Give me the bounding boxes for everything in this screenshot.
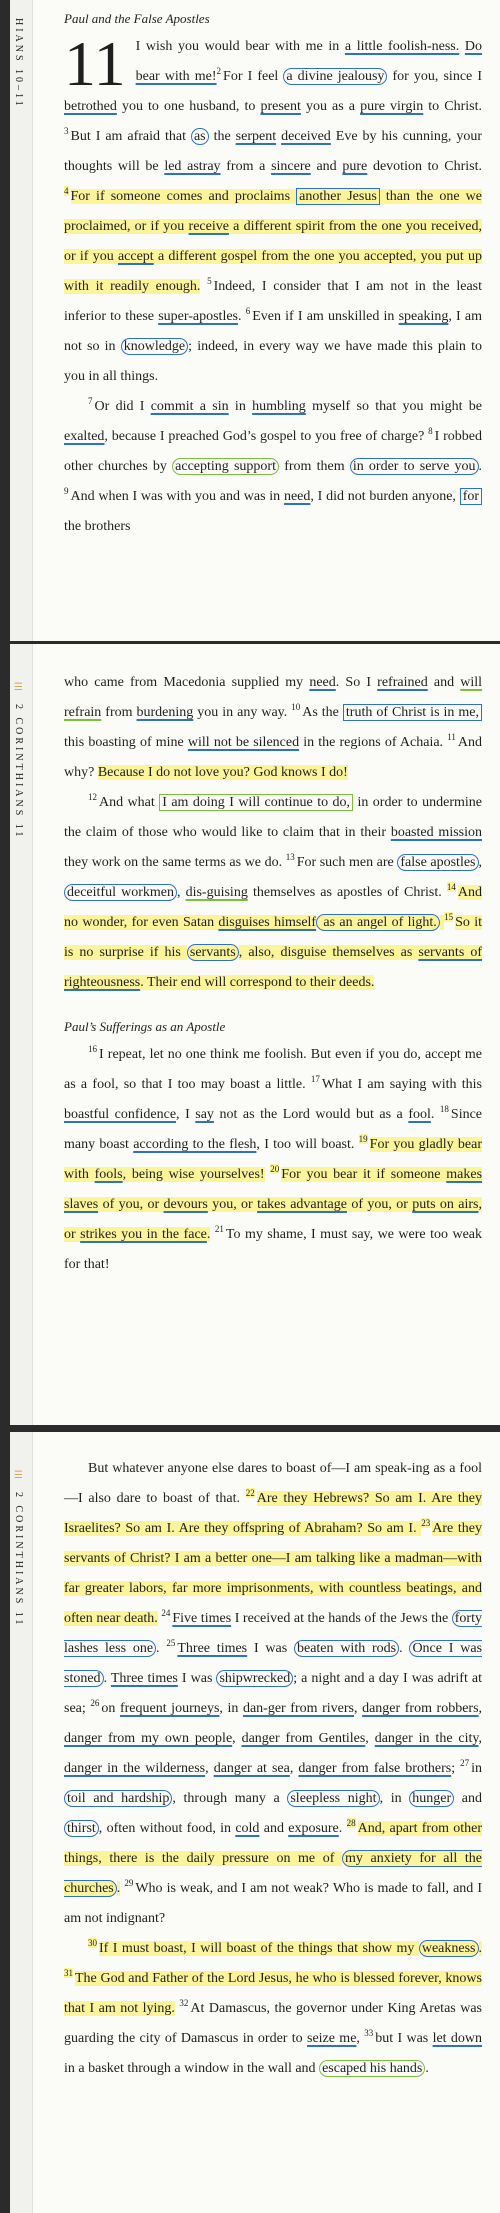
underlined-annotation: Do bear with me! [135,39,483,84]
highlighted-text: For you bear it if someone [281,1167,447,1182]
text-run: , [356,2031,365,2046]
text-run: , [365,1731,375,1746]
verse-number: 29 [124,1878,134,1889]
page-1-content [64,8,482,542]
text-run: Even if I am unskilled in [252,309,399,324]
circled-annotation: in order to serve you [350,458,479,475]
verse-number: 14 [446,882,456,893]
text-run: from [101,705,137,720]
underlined-annotation: need [283,489,311,504]
underlined-annotation: danger from robbers [362,1701,479,1716]
highlighted-text: you, or [207,1197,258,1212]
running-header [10,0,33,641]
underlined-annotation: will not be silenced [187,735,300,750]
text-run: And when I was with you and was in [70,489,284,504]
highlighted-text: , or [64,1197,483,1242]
underlined-annotation: puts on airs [412,1197,479,1212]
underlined-annotation: serpent [235,129,277,144]
text-run: , [478,1731,483,1746]
verse-number: 4 [64,186,69,197]
text-run: Since many boast [64,1107,483,1152]
chapter-number: 11 [64,28,126,99]
underlined-annotation: sincere [271,159,311,174]
section-heading: Paul’s Sufferings as an Apostle [64,1019,226,1034]
text-run: For such men are [296,855,398,870]
text-run: , [289,1761,299,1776]
text-run: Who is weak, and I am not weak? Who is made to fall, and I am not indignant? [64,1881,483,1926]
underlined-annotation: boasted mission [390,825,482,840]
text-run: . [478,459,482,474]
highlighted-text: from the one you accepted, you put up with it readily enough. [64,249,482,294]
text-run: , in [219,1701,243,1716]
verse-number: 7 [88,396,93,407]
highlighted-text: of you, or [98,1197,164,1212]
running-header [10,644,33,1425]
underlined-annotation: devours [163,1197,208,1212]
text-run: in [228,399,253,414]
underlined-annotation: will refrain [64,675,483,720]
circled-annotation: servants [187,944,239,961]
text-run: they work on the same terms as we do. [64,855,286,870]
text-run: for you, since I [387,69,482,84]
text-run: and [454,1791,483,1806]
verse-number: 6 [245,306,251,317]
text-run: I was [247,1641,294,1656]
paragraph [64,668,482,788]
highlighted-text: Are they Hebrews? So am I. Are they Israelites? So am I. Are they offspring of Abraham? So am I. [64,1491,482,1536]
text-run: . [399,1641,410,1656]
text-run: and [259,1821,289,1836]
underlined-annotation: super-apostles [158,309,238,324]
underlined-annotation: exalted [64,429,105,444]
circled-annotation: as an angel of light. [316,914,440,931]
text-run: , through many a [172,1791,288,1806]
paragraph [64,392,482,542]
verse-number: 12 [88,792,97,803]
underlined-annotation: danger in the wilderness [64,1761,206,1776]
underlined-annotation: disguises himself [218,915,317,930]
underlined-annotation: dis-guising [185,885,248,900]
text-run: I was [177,1671,217,1686]
page-1 [10,0,500,641]
text-run: Indeed, I consider that I am not in the least inferior to these [64,279,482,324]
underlined-annotation: led astray [164,159,221,174]
underlined-annotation: receive [188,219,229,234]
text-run: from them [278,459,350,474]
underlined-annotation: strikes you in the face [80,1227,207,1242]
text-run: , in [379,1791,410,1806]
text-run: , [205,1761,214,1776]
text-run: devotion to Christ. [367,159,482,174]
underlined-annotation: makes slaves [64,1167,483,1212]
underlined-annotation: commit a sin [150,399,229,414]
running-header-text: 2 CORINTHIANS 11 [13,704,24,840]
highlighted-text: from the one you received, or if you [64,219,482,264]
text-run: At Damascus, the governor under King Aretas was guarding the city of Damascus in order to [64,2001,482,2046]
text-run: . [103,1671,111,1686]
text-run: , [176,885,186,900]
verse-number: 21 [214,1224,224,1235]
circled-annotation: hunger [409,1790,454,1807]
text-run: this boasting of mine [64,735,188,750]
text-run: . [338,1821,347,1836]
text-run: to Christ. [423,99,482,114]
text-run: in order to undermine the claim of those who would like to claim that in their [64,795,482,840]
circled-annotation: as [191,128,209,145]
text-run: in [471,1761,483,1776]
text-run: the [208,129,236,144]
text-run: , often without food, in [98,1821,236,1836]
underlined-annotation: boastful confidence [64,1107,177,1122]
running-header [10,1432,33,2213]
text-run: . So I [335,675,378,690]
text-run: myself so that you might be [305,399,482,414]
circled-annotation: accepting support [172,458,279,475]
underlined-annotation: cold [235,1821,260,1836]
circled-annotation: Once I was stoned [64,1641,483,1686]
circled-annotation: false apostles [397,854,478,871]
highlighted-text: , also, disguise themselves as [238,945,419,960]
text-run: For I feel [223,69,284,84]
underlined-annotation: betrothed [64,99,117,114]
text-run: you to one husband, to [116,99,261,114]
verse-number: 23 [421,1518,431,1529]
circled-annotation: toil and hardship [64,1790,172,1807]
underlined-annotation: danger from Gentiles [241,1731,366,1746]
verse-number: 30 [88,1938,97,1949]
text-run: , I [176,1107,196,1122]
bookmark-icon[interactable]: ☰ [14,682,23,693]
text-run: on [101,1701,120,1716]
verse-number: 25 [166,1638,176,1649]
circled-annotation: I am doing I will continue to do, [159,794,353,811]
text-run: As the [302,705,343,720]
underlined-annotation: seize me [307,2031,357,2046]
text-run: . [430,1107,440,1122]
page-2 [10,644,500,1425]
text-run: , because I preached God’s gospel to you free of charge? [104,429,429,444]
verse-number: 15 [444,912,454,923]
text-run: from a [220,159,272,174]
page-3-content [64,1454,482,2084]
bookmark-icon[interactable]: ☰ [14,1470,23,1481]
text-run: ; [451,1761,461,1776]
verse-number: 24 [161,1608,171,1619]
circled-annotation: knowledge [121,338,188,355]
verse-number: 19 [358,1134,368,1145]
verse-number: 22 [245,1488,255,1499]
highlighted-text: And, apart from other things, there is the daily pressure on me of [64,1821,483,1866]
text-run: And what [99,795,160,810]
text-run: and [427,675,461,690]
verse-number: 17 [310,1074,320,1085]
underlined-annotation: need [309,675,336,690]
text-run: , I too will boast. [256,1137,359,1152]
verse-number: 33 [364,2028,374,2039]
highlighted-text: For if someone comes and proclaims [70,189,297,204]
running-header-text: HIANS 10–11 [13,18,24,109]
circled-annotation: for [460,488,482,505]
underlined-annotation: danger from my own people [64,1731,233,1746]
text-run: , [232,1731,242,1746]
highlighted-text: of you, or [346,1197,413,1212]
underlined-annotation: a little foolish-ness. [344,39,460,54]
text-run: themselves as apostles of Christ. [247,885,447,900]
underlined-annotation: pure virgin [360,99,424,114]
circled-annotation: deceitful workmen [64,884,177,901]
verse-number: 9 [64,486,69,497]
highlighted-text: Are they servants of Christ? I am a better one—I am talking like a madman—with far greater labors, far more imprisonments, with countless beatings, and often near death. [64,1521,482,1626]
underlined-annotation: fool [408,1107,431,1122]
text-run: you as a [300,99,361,114]
underlined-annotation: Five times [172,1611,232,1626]
underlined-annotation: say [195,1107,214,1122]
underlined-annotation: present [260,99,301,114]
highlighted-text: For you gladly bear with [64,1137,483,1182]
text-run: To my shame, I must say, we were too weak for that! [64,1227,482,1272]
text-run: but I was [375,2031,433,2046]
circled-annotation: sleepless night [287,1790,379,1807]
highlighted-text: . [478,1941,482,1956]
verse-number: 2 [216,66,222,77]
text-run: ; indeed, in every way we have made this plain to you in all things. [64,339,482,384]
circled-annotation: forty lashes less one [64,1611,482,1656]
underlined-annotation: Three times [110,1671,178,1686]
underlined-annotation: takes advantage [257,1197,347,1212]
circled-annotation: truth of Christ is in me, [343,704,482,721]
text-run: Eve by his cunning, your thoughts will be [64,129,482,174]
text-run: in the regions of Achaia. [299,735,448,750]
verse-number: 11 [447,732,456,743]
highlighted-text: So it is no surprise if his [64,915,482,960]
text-run: the brothers [64,519,131,534]
highlighted-text: If I must boast, I will boast of the things that show my [99,1941,419,1956]
circled-annotation: another Jesus [296,188,380,205]
underlined-annotation: humbling [252,399,306,414]
paragraph [64,788,482,998]
running-header-text: 2 CORINTHIANS 11 [13,1492,24,1628]
text-run: . [238,309,246,324]
text-run: , I did not burden anyone, [310,489,460,504]
circled-annotation: escaped his hands [319,2060,425,2077]
highlighted-text: a different gospel [153,249,258,264]
text-run: And why? [64,735,482,780]
underlined-annotation: according to the flesh [133,1137,257,1152]
verse-number: 27 [460,1758,470,1769]
underlined-annotation: danger from false brothers [298,1761,452,1776]
text-run: who came from Macedonia supplied my [64,675,310,690]
text-run: . [425,2061,429,2076]
circled-annotation: my anxiety for all the churches [64,1851,482,1896]
verse-number: 8 [428,426,433,437]
text-run: But I am afraid that [70,129,191,144]
underlined-annotation: pure [342,159,368,174]
text-run: you in any way. [193,705,292,720]
underlined-annotation: dan-ger from rivers [242,1701,354,1716]
underlined-annotation: frequent journeys [119,1701,220,1716]
highlighted-text: , being wise yourselves! [122,1167,265,1182]
text-run: I wish you would bear with me in [135,39,345,54]
paragraph [64,1454,482,1934]
text-run: and [310,159,343,174]
verse-number: 31 [64,1968,73,1979]
underlined-annotation: burdening [136,705,194,720]
text-run: But whatever anyone else dares to boast of—I am speak-ing as a fool—I also dare to boast of that. [64,1461,482,1506]
text-run: I robbed other churches by [64,429,482,474]
highlighted-text: . Their end will correspond to their deeds. [140,975,375,990]
circled-annotation: beaten with rods [294,1640,399,1657]
circled-annotation: weakness [419,1940,479,1957]
underlined-annotation: danger in the city [374,1731,479,1746]
text-run: , [478,855,482,870]
paragraph [64,1040,482,1280]
underlined-annotation: accept [117,249,154,264]
section-heading: Paul and the False Apostles [64,11,210,26]
text-run: not as the Lord would but as a [213,1107,409,1122]
verse-number: 3 [64,126,69,137]
text-run: Or did I [94,399,151,414]
page-3 [10,1432,500,2213]
highlighted-text: The God and Father of the Lord Jesus, he who is blessed forever, knows that I am not lying. [64,1971,482,2016]
underlined-annotation: speaking [398,309,449,324]
verse-number: 18 [439,1104,449,1115]
verse-number: 28 [346,1818,356,1829]
text-run: I received at the hands of the Jews the [231,1611,452,1626]
text-run: I repeat, let no one think me foolish. But even if you do, accept me as a fool, so that I too may boast a little. [64,1047,482,1092]
text-run: , I am not so in [64,309,482,354]
highlighted-text: than the one we proclaimed, or if you [64,189,482,234]
verse-number: 20 [270,1164,280,1175]
underlined-annotation: danger at sea [213,1761,290,1776]
text-run: What I am saying with this [321,1077,482,1092]
paragraph [64,1934,482,2084]
verse-number: 10 [291,702,301,713]
underlined-annotation: let down [432,2031,482,2046]
text-run: , [353,1701,363,1716]
circled-annotation: thirst [64,1820,99,1837]
highlighted-text: . [116,1881,121,1896]
circled-annotation: a divine jealousy [283,68,387,85]
underlined-annotation: fools [94,1167,123,1182]
verse-number: 26 [90,1698,100,1709]
text-run: ; a night and a day I was adrift at sea; [64,1671,483,1716]
highlighted-text: a different spirit [228,219,325,234]
highlighted-text: And no wonder, for even Satan [64,885,482,930]
verse-number: 13 [285,852,295,863]
underlined-annotation: servants of righteousness [64,945,482,990]
text-run: in a basket through a window in the wall and [64,2061,320,2076]
highlighted-text: Because I do not love you? God knows I do! [97,765,348,780]
underlined-annotation: exposure [288,1821,339,1836]
text-run: . [156,1641,167,1656]
underlined-annotation: Three times [177,1641,248,1656]
underlined-annotation: deceived [281,129,331,144]
circled-annotation: shipwrecked [216,1670,293,1687]
verse-number: 16 [88,1044,97,1055]
verse-number: 32 [179,1998,189,2009]
verse-number: 5 [207,276,212,287]
highlighted-text: . [206,1227,211,1242]
text-run: , [478,1701,483,1716]
underlined-annotation: refrained [377,675,428,690]
paragraph [64,28,483,392]
page-2-content [64,668,482,1280]
